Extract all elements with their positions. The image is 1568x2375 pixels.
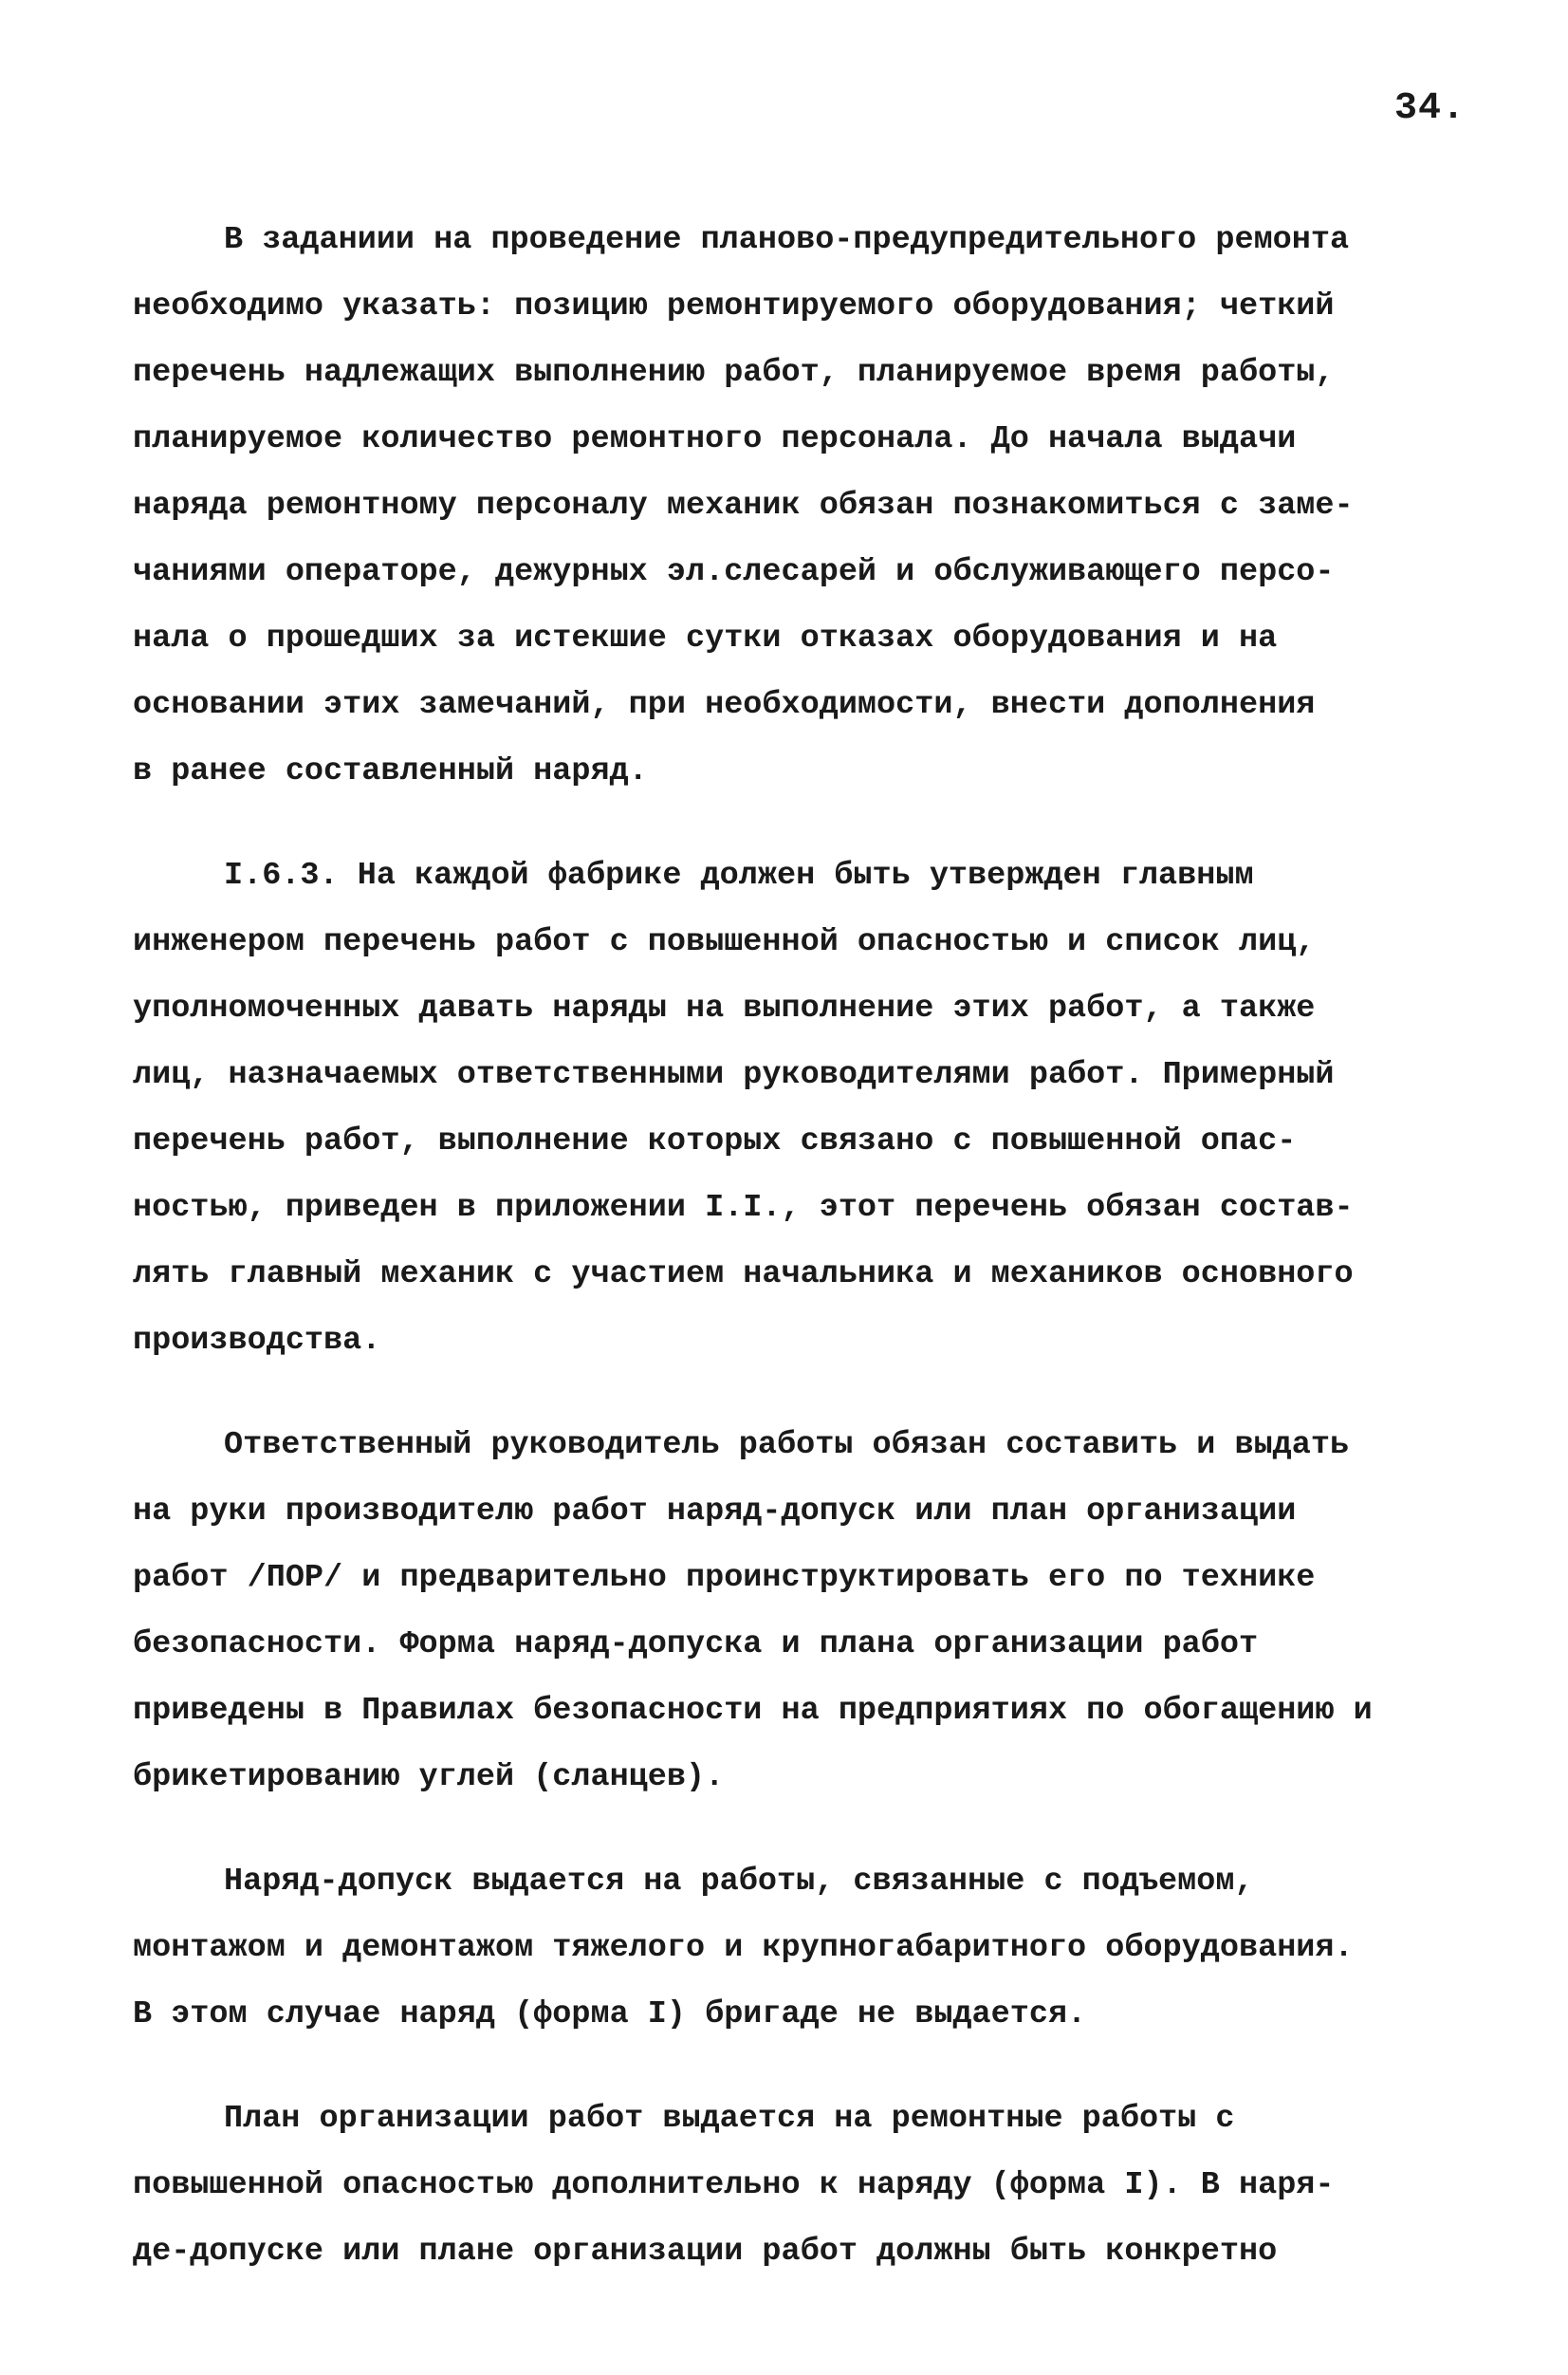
text-line: основании этих замечаний, при необходимости, внести дополнения: [133, 687, 1316, 723]
text-line: Наряд-допуск выдается на работы, связанные с подъемом,: [224, 1864, 1254, 1900]
text-line: Ответственный руководитель работы обязан составить и выдать: [224, 1427, 1350, 1463]
text-line: работ /ПОР/ и предварительно проинструктировать его по технике: [133, 1560, 1316, 1596]
text-line: нала о прошедших за истекшие сутки отказах оборудования и на: [133, 621, 1278, 657]
text-line: перечень работ, выполнение которых связано с повышенной опас-: [133, 1123, 1297, 1160]
text-line: В заданиии на проведение планово-предупредительного ремонта: [224, 222, 1350, 258]
text-line: приведены в Правилах безопасности на предприятиях по обогащению и: [133, 1693, 1373, 1729]
page-number: 34.: [1393, 87, 1466, 130]
text-line: уполномоченных давать наряды на выполнение этих работ, а также: [133, 991, 1316, 1027]
text-line: В этом случае наряд (форма I) бригаде не выдается.: [133, 1996, 1087, 2032]
paragraph-work-permit: [133, 1848, 1461, 2048]
text-line: лиц, назначаемых ответственными руководителями работ. Примерный: [133, 1057, 1335, 1093]
text-line: I.6.3. На каждой фабрике должен быть утвержден главным: [224, 858, 1254, 894]
text-line: необходимо указать: позицию ремонтируемого оборудования; четкий: [133, 288, 1335, 325]
text-line: наряда ремонтному персоналу механик обязан познакомиться с заме-: [133, 488, 1354, 524]
paragraph-work-plan: [133, 2086, 1461, 2285]
text-line: перечень надлежащих выполнению работ, планируемое время работы,: [133, 355, 1335, 391]
text-line: в ранее составленный наряд.: [133, 753, 648, 789]
text-line: План организации работ выдается на ремонтные работы с: [224, 2101, 1235, 2137]
text-line: чаниями операторе, дежурных эл.слесарей и обслуживающего персо-: [133, 554, 1335, 590]
paragraph-section-1-6-3: [133, 843, 1461, 1374]
text-line: производства.: [133, 1323, 381, 1359]
text-line: повышенной опасностью дополнительно к наряду (форма I). В наря-: [133, 2167, 1335, 2203]
body-text: [133, 207, 1461, 2285]
text-line: лять главный механик с участием начальника и механиков основного: [133, 1256, 1354, 1292]
text-line: на руки производителю работ наряд-допуск или план организации: [133, 1494, 1297, 1530]
text-line: монтажом и демонтажом тяжелого и крупногабаритного оборудования.: [133, 1930, 1354, 1966]
text-line: брикетированию углей (сланцев).: [133, 1759, 725, 1795]
text-line: инженером перечень работ с повышенной опасностью и список лиц,: [133, 924, 1316, 960]
paragraph-repair-task: [133, 207, 1461, 805]
text-line: де-допуске или плане организации работ должны быть конкретно: [133, 2234, 1278, 2270]
text-line: ностью, приведен в приложении I.I., этот перечень обязан состав-: [133, 1190, 1354, 1226]
text-line: планируемое количество ремонтного персонала. До начала выдачи: [133, 421, 1297, 457]
paragraph-responsible-manager: [133, 1412, 1461, 1810]
text-line: безопасности. Форма наряд-допуска и плана организации работ: [133, 1626, 1259, 1662]
